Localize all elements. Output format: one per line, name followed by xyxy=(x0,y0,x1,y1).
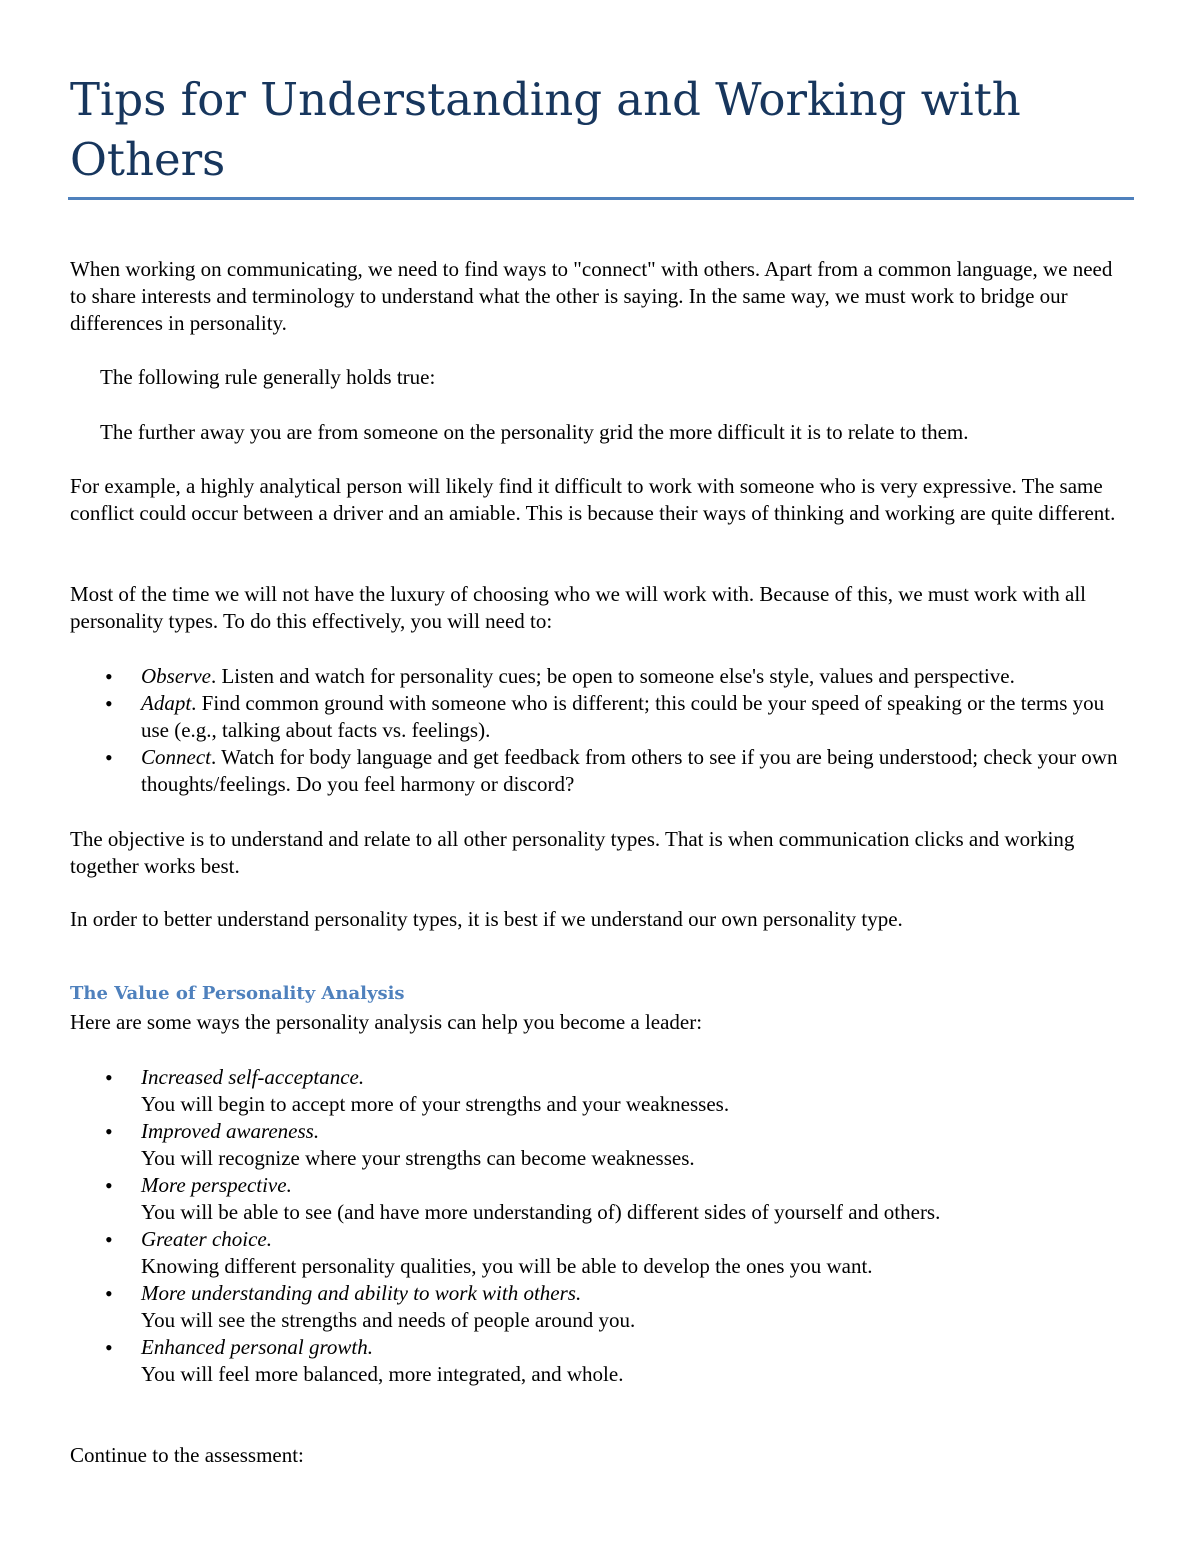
value-heading: The Value of Personality Analysis xyxy=(70,983,405,1004)
benefit-desc: You will be able to see (and have more understanding of) different sides of yourself and others. xyxy=(141,1200,941,1224)
benefit-term: Greater choice. xyxy=(141,1227,273,1251)
needs-list xyxy=(70,663,1132,798)
benefit-desc: You will feel more balanced, more integrated, and whole. xyxy=(141,1362,624,1386)
benefit-term: Enhanced personal growth. xyxy=(141,1335,373,1359)
need-term: Observe xyxy=(141,664,211,688)
rule-lead: The following rule generally holds true: xyxy=(100,365,436,389)
list-item xyxy=(70,690,1132,744)
most-time-paragraph: Most of the time we will not have the luxury of choosing who we will work with. Because of this, we must work with all personality types. To do this effectively, you will need to: xyxy=(70,582,1087,633)
list-item xyxy=(70,1172,1132,1226)
continue-text: Continue to the assessment: xyxy=(70,1443,304,1467)
list-item xyxy=(70,663,1132,690)
list-item xyxy=(70,1226,1132,1280)
example-paragraph: For example, a highly analytical person will likely find it difficult to work with someone who is very expressive. The same conflict could occur between a driver and an amiable. This is because their ways of thinking and working are quite different. xyxy=(70,474,1116,525)
list-item xyxy=(70,1064,1132,1118)
need-text: . Watch for body language and get feedback from others to see if you are being understood; check your own thoughts/feelings. Do you feel harmony or discord? xyxy=(141,745,1118,796)
benefit-term: More understanding and ability to work with others. xyxy=(141,1281,582,1305)
need-text: . Listen and watch for personality cues; be open to someone else's style, values and perspective. xyxy=(210,664,1015,688)
benefit-term: More perspective. xyxy=(141,1173,292,1197)
benefit-desc: You will begin to accept more of your strengths and your weaknesses. xyxy=(141,1092,730,1116)
title-underline xyxy=(68,197,1134,200)
need-text: . Find common ground with someone who is different; this could be your speed of speaking or the terms you use (e.g., talking about facts vs. feelings). xyxy=(141,691,1105,742)
need-term: Adapt xyxy=(141,691,192,715)
rule-text: The further away you are from someone on the personality grid the more difficult it is to relate to them. xyxy=(100,420,969,444)
list-item xyxy=(70,1334,1132,1388)
page-title: Tips for Understanding and Working with Others xyxy=(70,73,1021,186)
benefit-term: Increased self-acceptance. xyxy=(141,1065,365,1089)
list-item xyxy=(70,1280,1132,1334)
benefit-desc: You will recognize where your strengths can become weaknesses. xyxy=(141,1146,695,1170)
value-intro: Here are some ways the personality analysis can help you become a leader: xyxy=(70,1010,703,1034)
benefit-term: Improved awareness. xyxy=(141,1119,320,1143)
benefit-desc: You will see the strengths and needs of people around you. xyxy=(141,1308,636,1332)
list-item xyxy=(70,744,1132,798)
need-term: Connect xyxy=(141,745,211,769)
intro-paragraph: When working on communicating, we need to find ways to "connect" with others. Apart from a common language, we need to share interests and terminology to understand what the other is saying. In the same way, we must work to bridge our differences in personality. xyxy=(70,257,1113,335)
list-item xyxy=(70,1118,1132,1172)
benefits-list xyxy=(70,1064,1132,1388)
benefit-desc: Knowing different personality qualities, you will be able to develop the ones you want. xyxy=(141,1254,873,1278)
in-order-paragraph: In order to better understand personality types, it is best if we understand our own personality type. xyxy=(70,907,903,931)
objective-paragraph: The objective is to understand and relate to all other personality types. That is when communication clicks and working together works best. xyxy=(70,827,1075,878)
